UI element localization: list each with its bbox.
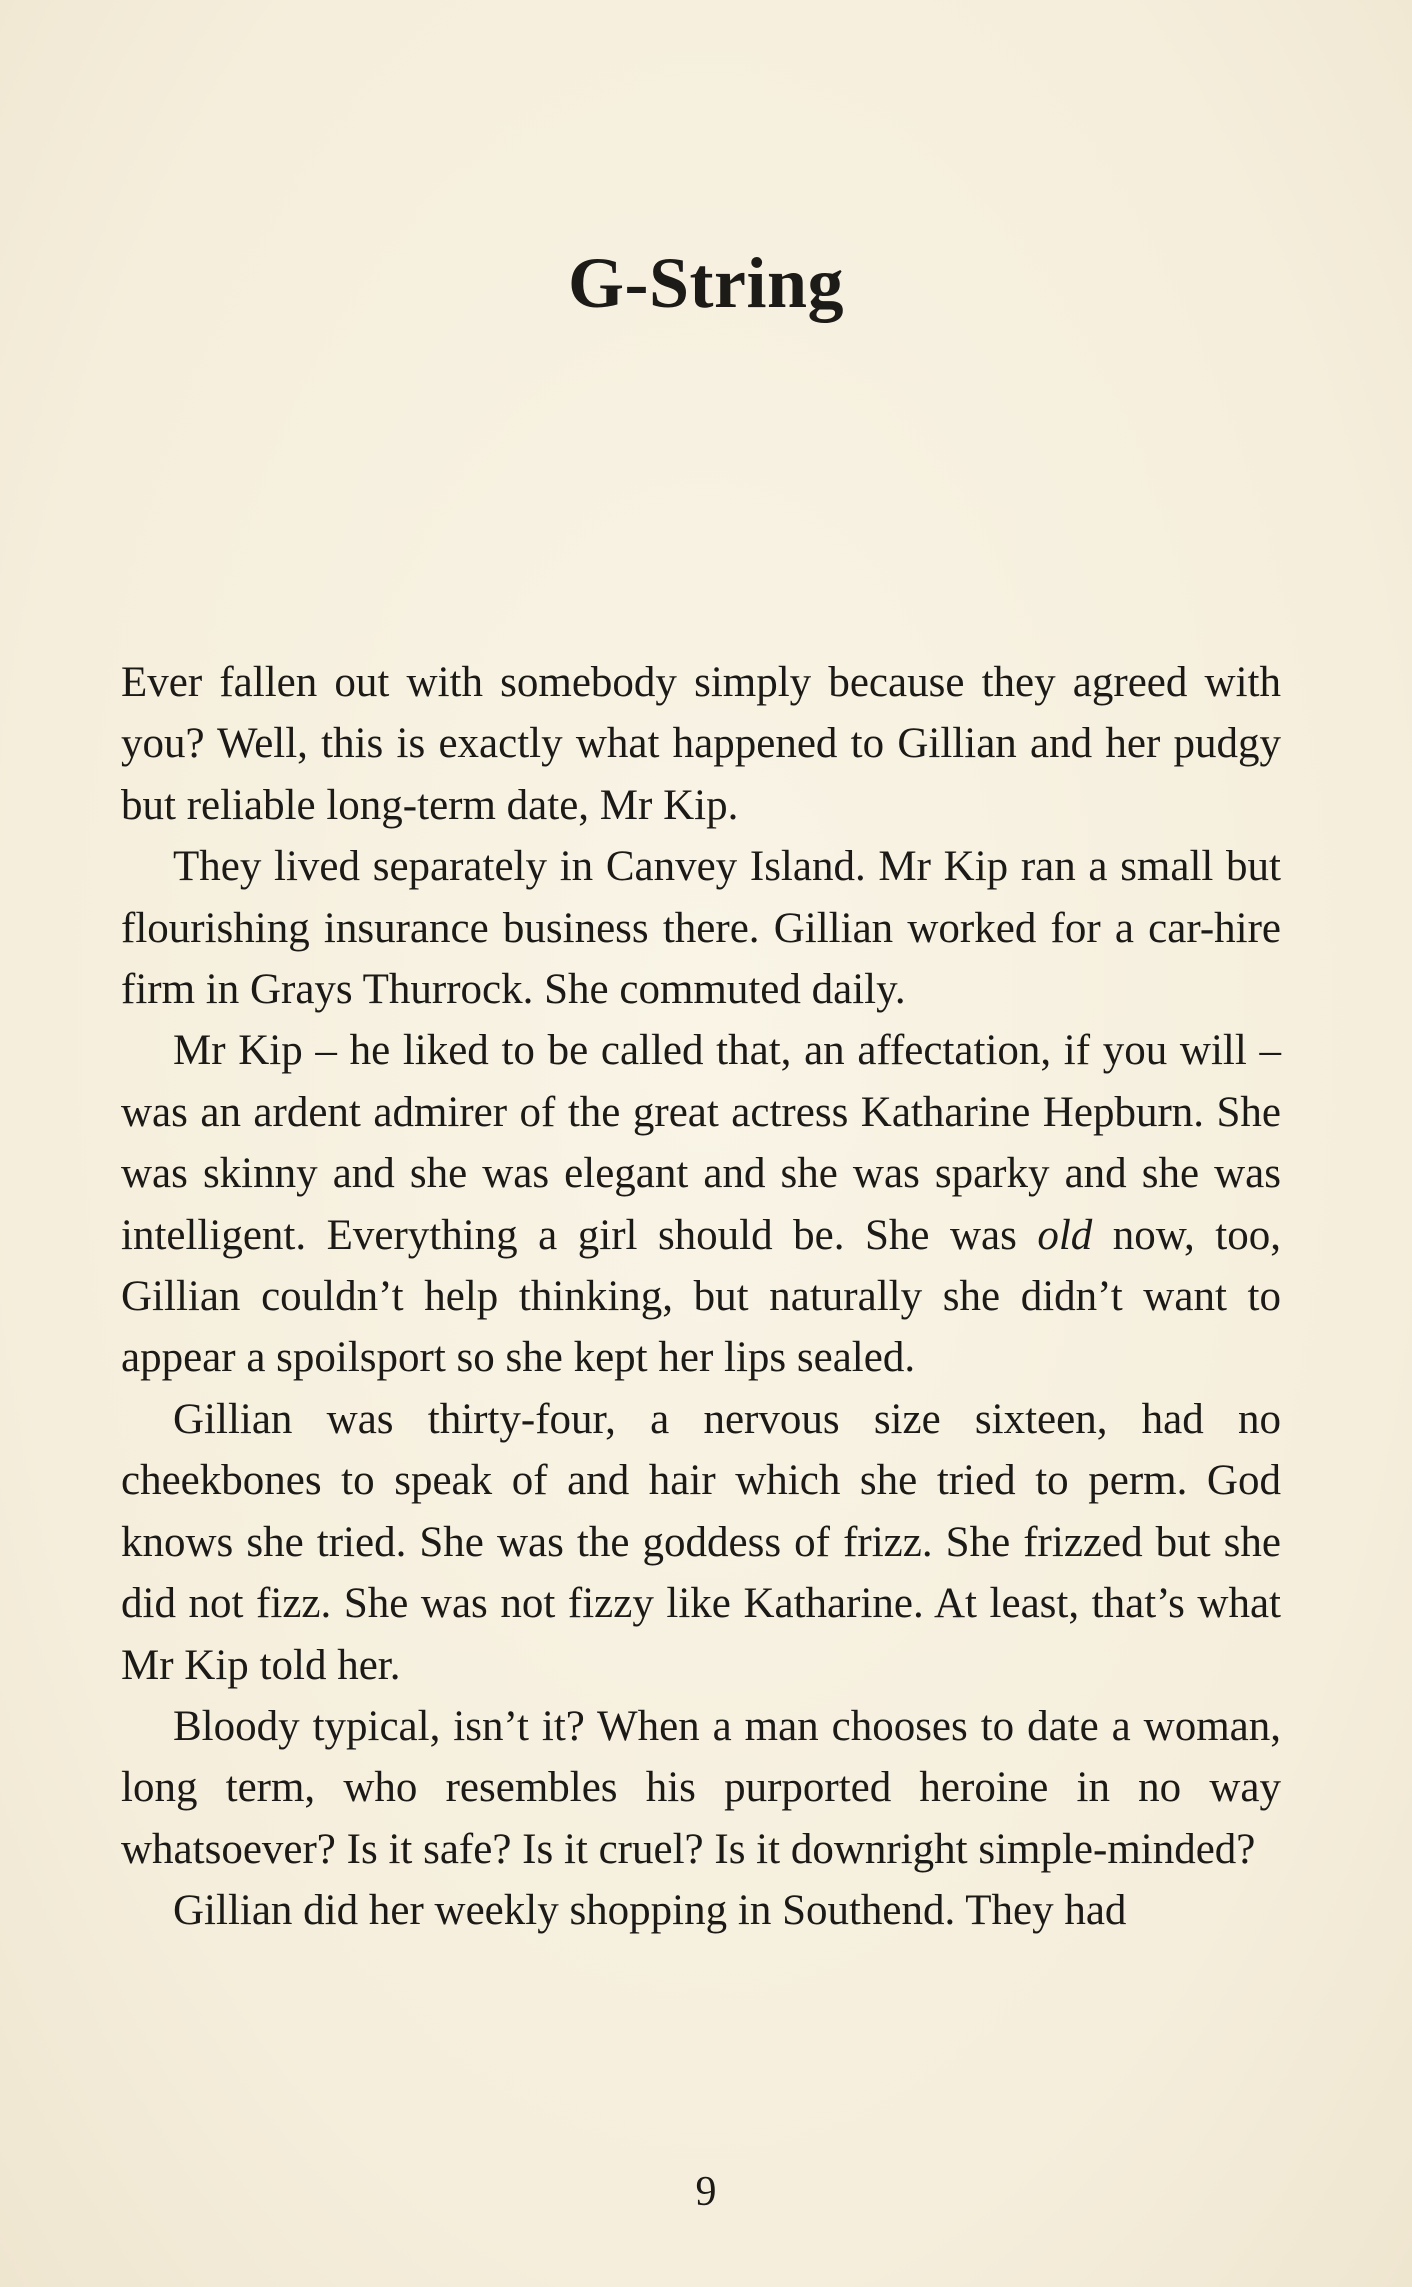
paragraph: They lived separately in Canvey Island. Mr Kip ran a small but flourishing insurance business there. Gillian worked for a car-hire firm in Grays Thurrock. She commuted daily. [121,843,1281,1014]
paragraph: Ever fallen out with somebody simply because they agreed with you? Well, this is exactly what happened to Gillian and her pudgy but reliable long-term date, Mr Kip. [121,659,1281,829]
paragraph-text: now, too, Gillian couldn’t help thinking, but naturally she didn’t want to appear a spoilsport so she kept her lips sealed. [121,1211,1281,1382]
paragraph: Gillian did her weekly shopping in Southend. They had [173,1887,1127,1935]
chapter-title: G-String [567,243,844,324]
emphasis-text: old [1037,1211,1093,1259]
page-number: 9 [695,2169,717,2215]
paragraph: Bloody typical, isn’t it? When a man chooses to date a woman, long term, who resembles his purported heroine in no way whatsoever? Is it safe? Is it cruel? Is it downright simple-minded? [121,1702,1281,1873]
paragraph [121,1020,1281,1388]
body-text [121,652,1281,1942]
paragraph-text: Mr Kip – he liked to be called that, an affectation, if you will – was an ardent admirer of the great actress Katharine Hepburn. She was skinny and she was elegant and she was sparky and she was intelligent. Everything a girl should be. She was [121,1027,1281,1259]
paragraph: Gillian was thirty-four, a nervous size sixteen, had no cheekbones to speak of and hair which she tried to perm. God knows she tried. She was the goddess of frizz. She frizzed but she did not fizz. She was not fizzy like Katharine. At least, that’s what Mr Kip told her. [121,1395,1281,1689]
